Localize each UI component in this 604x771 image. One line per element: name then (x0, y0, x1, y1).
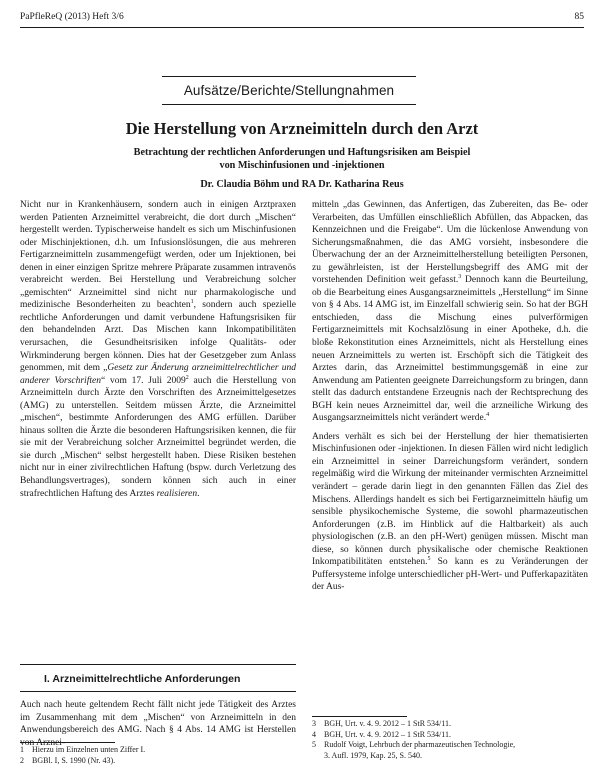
text-run: mitteln „das Gewinnen, das Anfertigen, das Zubereiten, das Be- oder Verarbeiten, das Umfüllen einschließlich Abfüllen, das Abpacken, das Kennzeichnen und die Freigabe“. Um die lückenlose Anwendung von Sicherungsmaßnahmen, die das AMG vorsieht, insbesondere die Überwachung der an der Arzneimittelherstellung beteiligten Personen, zu gewährleisten, ist der Herstellungsbegriff des AMG mit der vorstehenden Definition weit gefasst. (312, 200, 588, 286)
subtitle-line: Betrachtung der rechtlichen Anforderungen und Haftungsrisiken am Beispiel (133, 147, 471, 158)
emphasis-word: realisieren (156, 488, 198, 499)
article-subtitle (20, 146, 584, 172)
left-column-intro (20, 199, 296, 500)
footnote-number: 5 (312, 740, 316, 749)
footnote-separator (20, 742, 115, 743)
text-run: “ vom 17. Juli 2009 (100, 375, 186, 386)
law-title: Gesetz zur Änderung arzneimittelrechtlicher und anderer Vorschriften (20, 363, 296, 386)
text-run: auch die Herstellung von Arzneimitteln durch Ärzte den Vorschriften des Arzneimittelgesetzes (AMG) zu unterstellen. Seitdem müssen Ärzte, die Arzneimittel „mischen“, bestimmte Anforderungen des AMG erfüllen. Darüber hinaus sollten die Ärzte die besonderen Haftungsrisiken kennen, die für sie mit der Verabreichung solcher Arzneimittel begründet werden, die sie durch „Mischen“ selbst hergestellt haben. Diese Risiken bestehen nicht nur in einer zivilrechtlichen Haftung (bspw. durch Verletzung des Behandlungsvertrages), sondern können sich auch in einer strafrechtlichen Haftung des Arztes (20, 375, 296, 499)
footnote-text: 3. Aufl. 1979, Kap. 25, S. 540. (324, 750, 422, 760)
banner-rule-bottom (162, 104, 416, 105)
text-run: , sondern auch spezielle rechtliche Anforderungen und damit verbundene Haftungsrisiken für den behandelnden Arzt. Das Mischen kann Inkompatibilitäten verursachen, die Gesundheitsrisiken infolge Qualitäts- oder Wirkminderung bergen können. Dies hat der Gesetzgeber zum Anlass genommen, mit dem „ (20, 300, 296, 374)
journal-citation: PaPfleReQ (2013) Heft 3/6 (20, 12, 124, 22)
text-run: Anders verhält es sich bei der Herstellung der hier thematisierten Mischinfusionen oder -injektionen. In diesen Fällen wird nicht lediglich ein Arzneimittel in seiner Darreichungsform verändert, sondern regelmäßig wird die Wirkung der miteinander vermischten Arzneimittel verändert – gerade darin liegt in den genannten Fällen das Ziel des Mischens. Allerdings handelt es sich bei Fertigarzneimitteln häufig um sensible physikochemische Systeme, die sowohl pharmazeutischen Anforderungen (z.B. im Hinblick auf die Haltbarkeit) als auch physiologischen (z.B. an den pH-Wert) genügen müssen. Mischt man diese, so können durch physikalische oder chemische Reaktionen Inkompatibilitäten entstehen. (312, 431, 588, 568)
footnote-number: 4 (312, 729, 316, 739)
footnotes-right (312, 719, 515, 761)
footnote-ref: 5 (427, 556, 431, 563)
right-column (312, 199, 588, 594)
footnote-number: 2 (20, 755, 24, 765)
footnote-number: 1 (20, 745, 24, 754)
section-paragraph: Auch nach heute geltendem Recht fällt nicht jede Tätigkeit des Arztes im Zusammenhang mit dem „Mischen“ von Arzneimitteln in den Anwendungsbereich des AMG. Nach § 4 Abs. 14 AMG ist Herstellen (20, 700, 296, 736)
footnote-number: 3 (312, 719, 316, 728)
footnote-ref: 4 (486, 412, 490, 419)
section-heading: I. Arzneimittelrechtliche Anforderungen (44, 673, 241, 685)
text-run: So kann es zu Veränderungen der Puffersysteme infolge unterschiedlicher pH-Wert- und Pufferkapazitäten der Aus- (312, 557, 589, 593)
running-head (20, 10, 584, 24)
footnote (20, 756, 145, 767)
footnote (20, 745, 145, 756)
footnote-text: Rudolf Voigt, Lehrbuch der pharmazeutischen Technologie, (324, 740, 516, 749)
footnote-ref: 1 (190, 299, 194, 306)
footnote-text: BGH, Urt. v. 4. 9. 2012 – 1 StR 534/11. (324, 729, 451, 739)
text-run: Nicht nur in Krankenhäusern, sondern auch in einigen Arztpraxen werden Patienten Arzneimittel verabreicht, die dort durch „Mischen“ hergestellt werden. Typischerweise handelt es sich um Mischinfusionen oder Mischinjektionen, d.h. um Infusionslösungen, die aus mehreren Fertigarzneimitteln zusammengefügt werden, oder um Injektionen, bei denen in einer einzigen Spritze mehrere Präparate zusammen intravenös verabreicht werden. Bei Herstellung und Verabreichung solcher „gemischten“ Arzneimittel sind nicht nur pharmakologische und medizinische Besonderheiten zu beachten (20, 200, 296, 311)
footnote (312, 751, 515, 762)
text-run: Dennoch kann die Beurteilung, ob die Bearbeitung eines Ausgangsarzneimittels „Herstellung“ im Sinne von § 4 Abs. 14 AMG ist, im Einzelfall schwierig sein. So hat der BGH entschieden, dass die Mischung eines pulverförmigen Fertigarzneimittels mit Kochsalzlösung in einer Apotheke, d.h. die bloße Rekonstitution eines Arzneimittels, nicht als Herstellung eines neuen Arzneimittels zu werten ist. Erschöpft sich die Tätigkeit des Arztes darin, das Arzneimittel bestimmungsgemäß in eine zur Anwendung am Patienten geeignete Darreichungsform zu bringen, dann stellt das dadurch entstandene Erzeugnis nach der Rechtsprechung des BGH kein neues Arzneimittel dar, weil die arzneiliche Wirkung des Ausgangsarzneimittels nicht verändert werde. (312, 275, 589, 424)
page-number: 85 (574, 12, 584, 22)
right-paragraph (312, 431, 588, 594)
footnote-ref: 3 (458, 274, 462, 281)
section-banner: Aufsätze/Berichte/Stellungnahmen (183, 83, 395, 98)
section-heading-rule-top (20, 664, 296, 665)
footnote-ref: 2 (185, 374, 189, 381)
banner-rule-top (162, 76, 416, 77)
section-heading-rule-bottom (20, 691, 296, 692)
footnote (312, 740, 515, 751)
article-authors: Dr. Claudia Böhm und RA Dr. Katharina Reus (200, 179, 404, 190)
footnote-text: BGBl. I, S. 1990 (Nr. 43). (32, 755, 116, 765)
intro-paragraph: Nicht nur in Krankenhäusern, sondern auch in einigen Arztpraxen werden Patienten Arzneimittel verabreicht, die dort durch „Mischen“ hergestellt werden. Typischerweise handelt es sich um Mischinfusionen oder Mischinjektionen, d.h. um Infusionslösungen, die aus mehreren Fertigarzneimitteln zusammengefügt werden, oder um Injektionen, bei denen in einer einzigen Spritze mehrere Präparate zusammen intravenös verabreicht werden. Bei Herstellung und Verabreichung solcher „gemischten“ Arzneimittel sind nicht nur pharmakologische und medizinische Besonderheiten zu beachten$^1$, sondern auch spezielle rechtliche Anforderungen und damit verbundene Haftungsrisiken für den behandelnden Arzt. Das Mischen kann Inkompatibilitäten verursachen, die Gesundheitsrisiken infolge Qualitäts- oder Wirkminderung bergen können. Dies hat der Gesetzgeber zum Anlass genommen, mit dem „Gesetz zur Änderung arzneimittelrechtlicher und anderer Vorschriften“ vom 17. Juli 2009$^2$ auch die Herstellung von Arzneimitteln durch Ärzte den Vorschriften des Arzneimittelgesetzes (AMG) zu unterstellen. Seitdem müssen Ärzte, die Arzneimittel „mischen“, bestimmte Anforderungen des AMG erfüllen. Darüber hinaus sollten die Ärzte die besonderen Haftungsrisiken kennen, die für sie mit der Verabreichung solcher Arzneimittel begründet werden, die sie durch „Mischen“ selbst hergestellt haben. Diese Risiken bestehen nicht nur in einer zivilrechtlichen Haftung (bspw. durch Verletzung des Behandlungsvertrages), sondern können sich auch in einer strafrechtlichen Haftung des Arztes realisieren. (20, 200, 296, 499)
footnotes-left (20, 745, 145, 766)
footnote (312, 719, 515, 730)
right-paragraph (312, 199, 588, 425)
subtitle-line: von Mischinfusionen und -injektionen (219, 160, 385, 171)
header-rule (20, 27, 584, 28)
footnote-separator (312, 716, 407, 717)
footnote (312, 730, 515, 741)
article-title: Die Herstellung von Arzneimitteln durch den Arzt (125, 119, 479, 138)
footnote-text: BGH, Urt. v. 4. 9. 2012 – 1 StR 534/11. (324, 719, 451, 728)
footnote-text: Hierzu im Einzelnen unten Ziffer I. (32, 745, 146, 754)
